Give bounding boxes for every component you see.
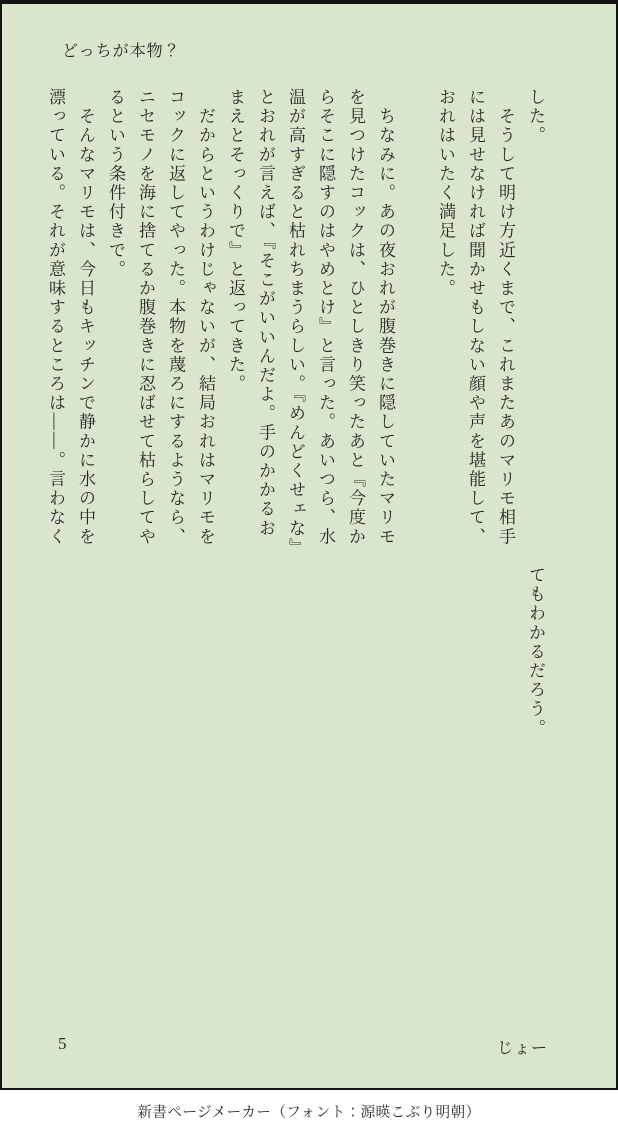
vertical-text-block-lower xyxy=(520,566,550,1028)
text-line: には見せなければ聞かせもしない顔や声を堪能して、 xyxy=(466,88,485,547)
generator-caption: 新書ページメーカー（フォント：源暎こぶり明朝） xyxy=(137,1104,481,1121)
text-line: てもわかるだろう。 xyxy=(526,566,545,738)
text-line: とおれが言えば、『そこがいいんだよ。手のかかるお xyxy=(256,88,275,538)
text-line: そうして明け方近くまで、これまたあのマリモ相手 xyxy=(496,88,515,547)
text-line: まえとそっくりで』と返ってきた。 xyxy=(226,88,245,394)
author-name: じょー xyxy=(496,1040,548,1057)
caption-bar xyxy=(0,1090,618,1132)
text-line: ニセモノを海に捨てるか腹巻きに忍ばせて枯らしてや xyxy=(136,88,155,547)
text-line: ちなみに。あの夜おれが腹巻きに隠していたマリモ xyxy=(376,88,395,547)
text-line: おれはいたく満足した。 xyxy=(436,88,455,299)
page-header-title: どっちが本物？ xyxy=(62,43,181,60)
text-line: 漂っている。それが意味するところは――。言わなく xyxy=(46,88,65,547)
vertical-text-block-upper xyxy=(40,88,550,557)
text-line: そんなマリモは、今日もキッチンで静かに水の中を xyxy=(76,88,95,547)
page-number: 5 xyxy=(58,1034,67,1053)
text-line: るという条件付きで。 xyxy=(106,88,125,279)
text-line: を見つけたコックは、ひとしきり笑ったあと『今度か xyxy=(346,88,365,547)
text-line xyxy=(400,88,430,550)
text-line: だからというわけじゃないが、結局おれはマリモを xyxy=(196,88,215,547)
text-line: コックに返してやった。本物を蔑ろにするようなら、 xyxy=(166,88,185,547)
text-line: 温が高すぎると枯れちまうらしい。『めんどくせェな』 xyxy=(286,88,305,557)
text-line: らそこに隠すのはやめとけ』と言った。あいつら、水 xyxy=(316,88,335,547)
text-line: した。 xyxy=(526,88,545,146)
